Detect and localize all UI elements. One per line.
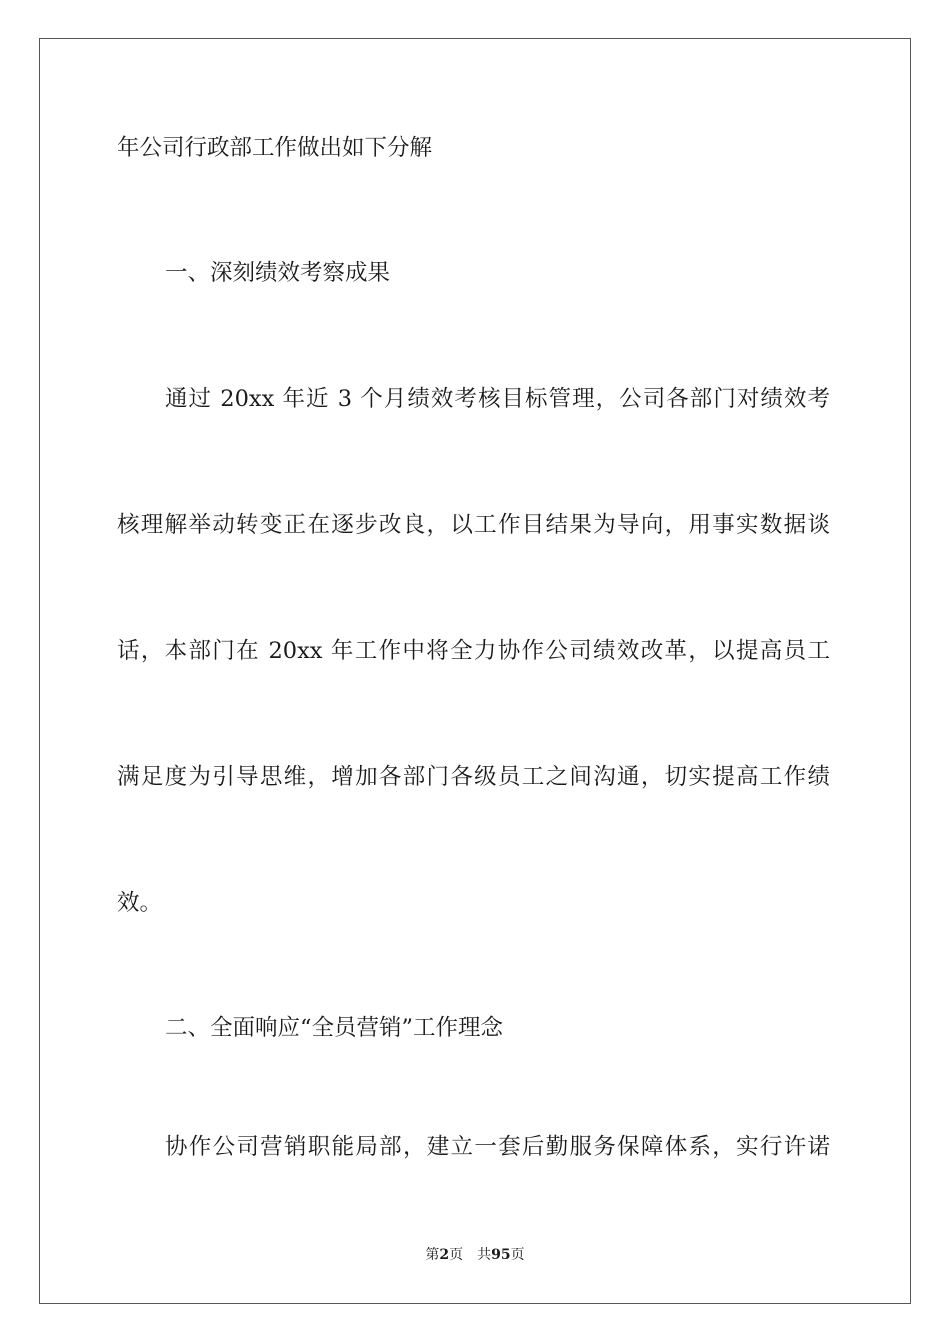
footer-page-suffix: 页 [449,1247,464,1263]
footer-page-number: 2 [439,1247,450,1263]
text-line-7: 效。 [117,890,163,916]
text-line-6: 满足度为引导思维，增加各部门各级员工之间沟通，切实提高工作绩 [117,764,830,790]
section-heading-1: 一、深刻绩效考察成果 [165,260,391,286]
text-line-5: 话，本部门在 20xx 年工作中将全力协作公司绩效改革，以提高员工 [117,638,830,664]
page-border [39,38,911,1304]
footer-total-suffix: 页 [510,1247,525,1263]
text-line-3: 通过 20xx 年近 3 个月绩效考核目标管理，公司各部门对绩效考 [165,386,830,412]
section-heading-2: 二、全面响应“全员营销”工作理念 [165,1015,504,1041]
footer-total-prefix: 共 [477,1247,492,1263]
footer-total-pages: 95 [491,1247,511,1263]
text-line-1: 年公司行政部工作做出如下分解 [117,135,433,161]
text-line-9: 协作公司营销职能局部，建立一套后勤服务保障体系，实行许诺 [165,1134,830,1160]
text-line-4: 核理解举动转变正在逐步改良，以工作目结果为导向，用事实数据谈 [117,512,830,538]
page-footer [0,1246,950,1264]
footer-page-prefix: 第 [425,1247,440,1263]
